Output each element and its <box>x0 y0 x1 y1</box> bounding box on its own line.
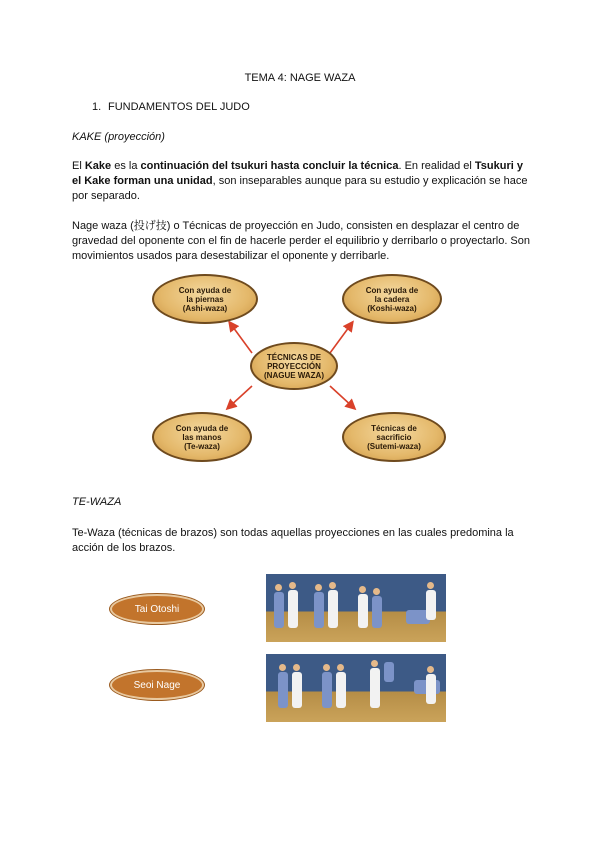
text-bold: Tsukuri y el Kake forman una unidad <box>72 160 523 187</box>
judoka-head <box>279 664 286 671</box>
oval-center-nage-waza: TÉCNICAS DE PROYECCIÓN (NAGUE WAZA) <box>250 342 338 390</box>
judoka-white <box>358 594 368 628</box>
judoka-head <box>329 582 336 589</box>
judoka-white <box>336 672 346 708</box>
seoi-nage-label: Seoi Nage <box>110 670 204 700</box>
judoka-blue <box>278 672 288 708</box>
judoka-white <box>292 672 302 708</box>
judoka-blue <box>314 592 324 628</box>
tai-otoshi-photo <box>266 574 446 642</box>
judoka-white <box>328 590 338 628</box>
seoi-nage-photo <box>266 654 446 722</box>
oval-sutemi-waza: Técnicas de sacrificio (Sutemi-waza) <box>342 412 446 462</box>
text-bold: continuación del tsukuri hasta concluir la técnica <box>140 160 399 172</box>
section-label: FUNDAMENTOS DEL JUDO <box>108 101 250 113</box>
section-number: 1. <box>92 101 102 113</box>
tewaza-heading: TE-WAZA <box>72 496 122 508</box>
judoka-blue <box>322 672 332 708</box>
kake-heading: KAKE (proyección) <box>72 131 165 143</box>
judoka-head <box>359 586 366 593</box>
oval-ashi-waza: Con ayuda de la piernas (Ashi-waza) <box>152 274 258 324</box>
oval-koshi-waza: Con ayuda de la cadera (Koshi-waza) <box>342 274 442 324</box>
nage-waza-diagram <box>130 268 450 466</box>
judoka-head <box>371 660 378 667</box>
arrow-bottom-right <box>330 386 354 408</box>
judoka-head <box>373 588 380 595</box>
section-heading <box>92 101 250 113</box>
judoka-head <box>337 664 344 671</box>
text-run: es la <box>111 160 141 172</box>
judoka-head <box>275 584 282 591</box>
judoka-head <box>323 664 330 671</box>
judoka-white <box>426 590 436 620</box>
tai-otoshi-label: Tai Otoshi <box>110 594 204 624</box>
arrow-top-left <box>230 323 252 353</box>
text-run: , son inseparables aunque para su estudio y explicación se hace por separado. <box>72 175 528 202</box>
judoka-head <box>427 582 434 589</box>
tewaza-figure <box>100 570 450 735</box>
judoka-head <box>315 584 322 591</box>
judoka-blue <box>372 596 382 628</box>
judoka-white <box>370 668 380 708</box>
arrow-top-right <box>330 323 352 353</box>
judoka-head <box>427 666 434 673</box>
kake-paragraph-2: Nage waza (投げ技) o Técnicas de proyección en Judo, consisten en desplazar el centro de gravedad del oponente con el fin de hacerle perder el equilibrio y derribarlo o proyectarlo. Son movimientos usados para desestabilizar el oponente y derribarle. <box>72 220 531 262</box>
judoka-head <box>289 582 296 589</box>
tewaza-paragraph: Te-Waza (técnicas de brazos) son todas aquellas proyecciones en las cuales predomina la acción de los brazos. <box>72 527 514 554</box>
arrow-bottom-left <box>228 386 252 408</box>
page-title: TEMA 4: NAGE WAZA <box>244 72 356 84</box>
text-run: . En realidad el <box>398 160 475 172</box>
judoka-head <box>293 664 300 671</box>
text-bold: Kake <box>84 160 112 172</box>
judoka-blue <box>274 592 284 628</box>
judoka-blue <box>384 662 394 682</box>
kake-paragraph-1 <box>72 159 532 204</box>
judoka-white <box>426 674 436 704</box>
oval-te-waza: Con ayuda de las manos (Te-waza) <box>152 412 252 462</box>
judoka-white <box>288 590 298 628</box>
text-run: El <box>72 160 85 172</box>
